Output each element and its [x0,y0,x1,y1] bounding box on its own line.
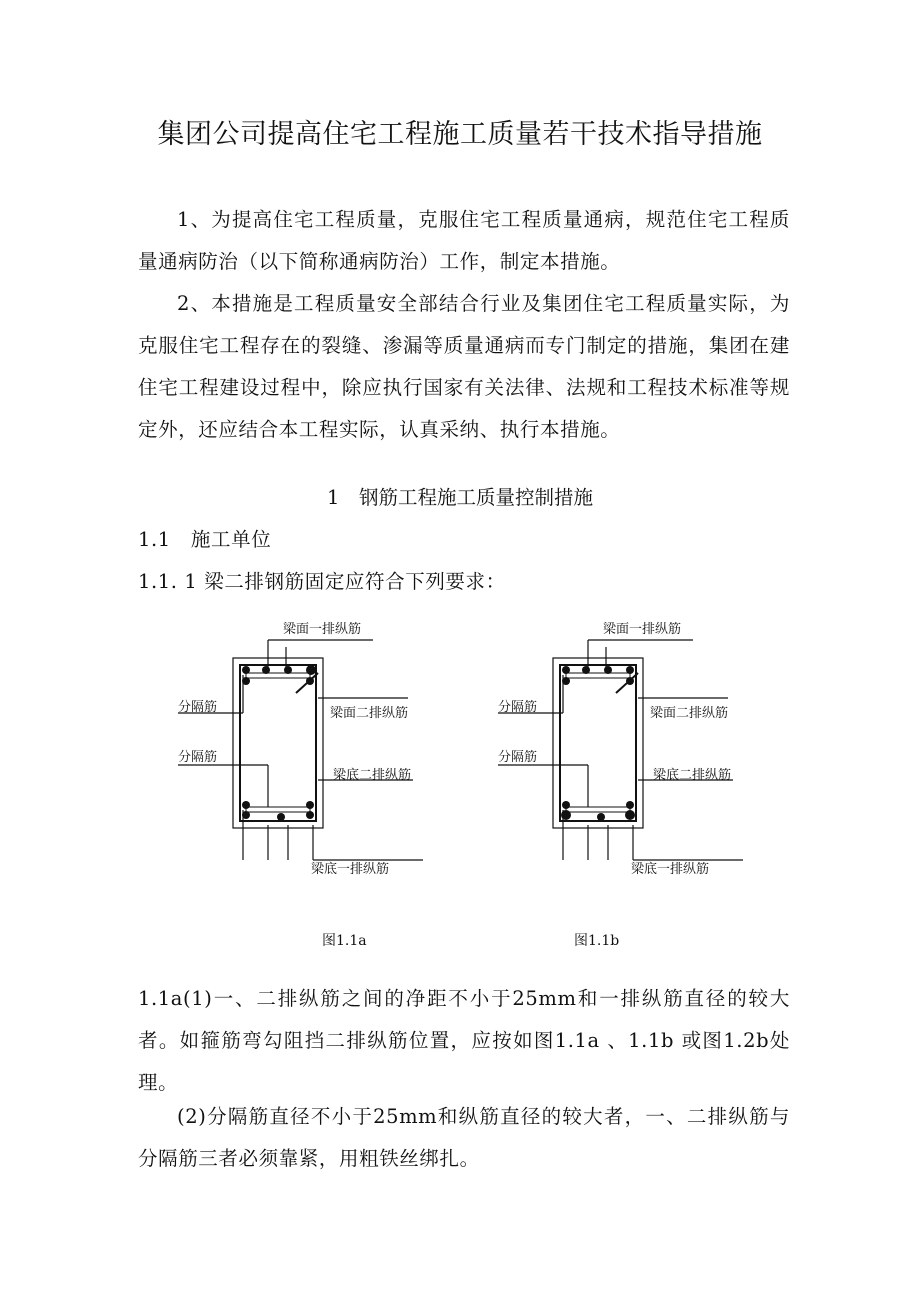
rebar [597,813,605,821]
label-top-row1: 梁面一排纵筋 [283,622,362,637]
rebar [284,666,292,674]
rebar [626,677,634,685]
label-top-row2: 梁面二排纵筋 [650,706,729,721]
rebar [242,811,250,819]
rebar [604,666,612,674]
spacer-bar-top [566,673,630,678]
label-spacer-top: 分隔筋 [498,700,538,715]
body-paragraph-1: 1.1a(1)一、二排纵筋之间的净距不小于25mm和一排纵筋直径的较大者。如箍筋弯勾阻挡二排纵筋位置，应按如图1.1a 、1.1b 或图1.2b处理。 [138,987,790,1094]
figure-1-1a [178,615,468,877]
rebar [242,677,250,685]
rebar [626,801,634,809]
rebar [582,666,590,674]
stirrup [560,665,636,821]
beam-section-diagram-a [178,615,468,877]
label-bottom-row1: 梁底一排纵筋 [631,862,710,877]
label-top-row1: 梁面一排纵筋 [603,622,682,637]
clause-heading: 1.1. 1 梁二排钢筋固定应符合下列要求： [138,570,506,593]
rebar [306,677,314,685]
figure-caption-b: 图1.1b [574,933,620,949]
rebar [561,810,571,820]
rebar [562,677,570,685]
rebar [306,665,316,675]
spacer-bar-bottom [246,807,310,812]
rebar [562,666,570,674]
label-bottom-row2: 梁底二排纵筋 [653,768,732,783]
label-spacer-bottom: 分隔筋 [178,750,218,765]
rebar [242,801,250,809]
rebar [306,801,314,809]
body-paragraph-2: (2)分隔筋直径不小于25mm和纵筋直径的较大者，一、二排纵筋与分隔筋三者必须靠紧，用粗铁丝绑扎。 [138,1105,790,1170]
label-bottom-row1: 梁底一排纵筋 [311,862,390,877]
figure-1-1b [498,615,788,877]
rebar [306,811,314,819]
intro-paragraph-1: 1、为提高住宅工程质量，克服住宅工程质量通病，规范住宅工程质量通病防治（以下简称通病防治）工作，制定本措施。 [138,208,790,273]
subsection-heading: 1.1 施工单位 [138,528,272,551]
document-title: 集团公司提高住宅工程施工质量若干技术指导措施 [157,119,763,150]
rebar [242,666,250,674]
label-spacer-bottom: 分隔筋 [498,750,538,765]
rebar [625,810,635,820]
stirrup [240,665,316,821]
label-bottom-row2: 梁底二排纵筋 [333,768,412,783]
rebar [277,813,285,821]
intro-paragraph-2: 2、本措施是工程质量安全部结合行业及集团住宅工程质量实际，为克服住宅工程存在的裂缝、渗漏等质量通病而专门制定的措施，集团在建住宅工程建设过程中，除应执行国家有关法律、法规和工程技术标准等规定外，还应结合本工程实际，认真采纳、执行本措施。 [138,292,790,441]
spacer-bar-bottom [566,807,630,812]
section-heading: 1 钢筋工程施工质量控制措施 [327,486,593,509]
label-spacer-top: 分隔筋 [178,700,218,715]
rebar [626,666,634,674]
rebar [262,666,270,674]
rebar [562,801,570,809]
figure-caption-a: 图1.1a [322,933,367,949]
label-top-row2: 梁面二排纵筋 [330,706,409,721]
spacer-bar-top [246,673,310,678]
beam-section-diagram-b [498,615,788,877]
